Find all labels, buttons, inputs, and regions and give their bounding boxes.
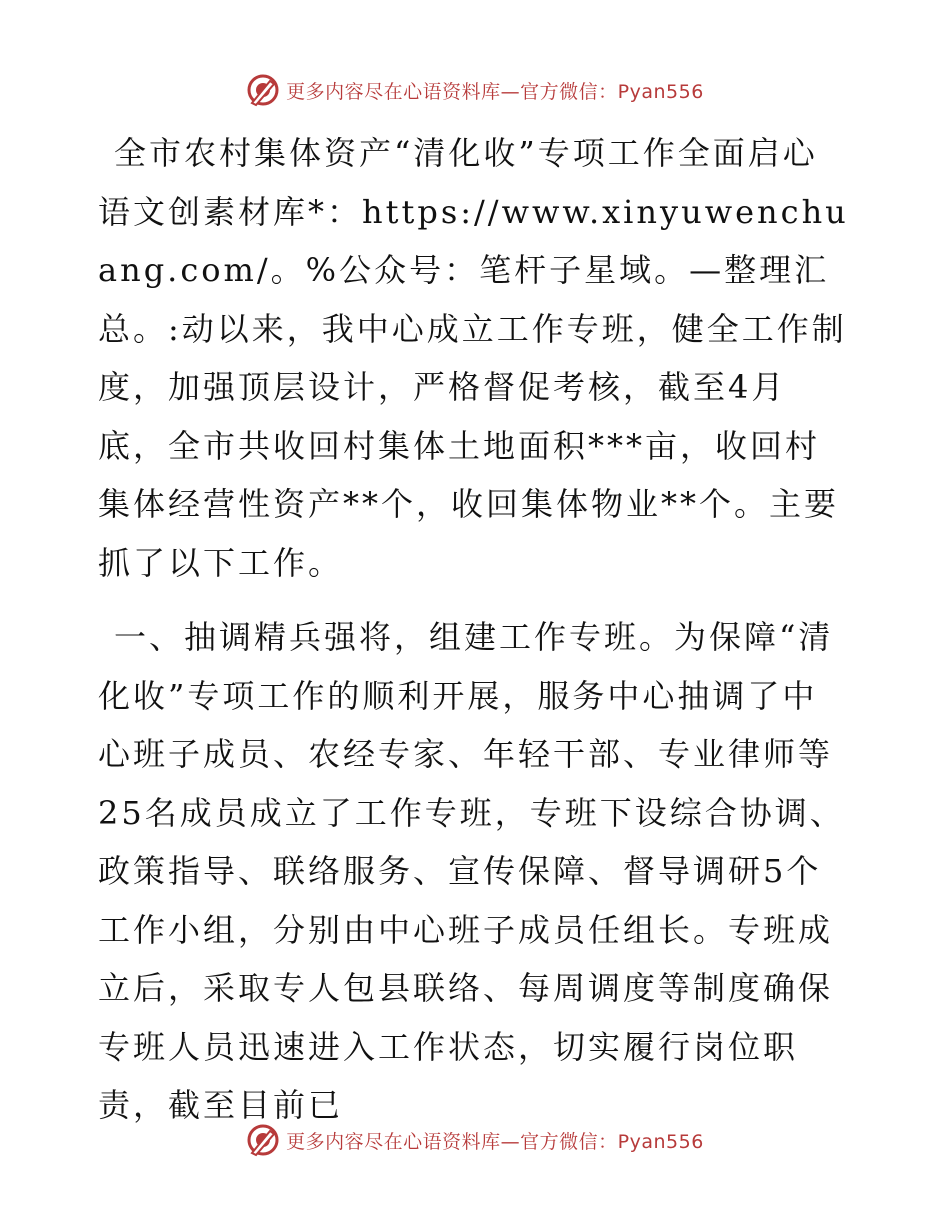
paragraph-intro	[98, 124, 850, 592]
paragraph-intro-text: 全市农村集体资产“清化收”专项工作全面启心语文创素材库*：https://www.xinyuwenchuang.com/。%公众号：笔杆子星域。—整理汇总。:动以来，我中心成立工作专班，健全工作制度，加强顶层设计，严格督促考核，截至4月底，全市共收回村集体土地面积***亩，收回村集体经营性资产**个，收回集体物业**个。主要抓了以下工作。	[98, 134, 849, 582]
paragraph-section-one-text: 一、抽调精兵强将，组建工作专班。为保障“清化收”专项工作的顺利开展，服务中心抽调了中心班子成员、农经专家、年轻干部、专业律师等25名成员成立了工作专班，专班下设综合协调、政策指导、联络服务、宣传保障、督导调研5个工作小组，分别由中心班子成员任组长。专班成立后，采取专人包县联络、每周调度等制度确保专班人员迅速进入工作状态，切实履行岗位职责，截至目前已	[98, 618, 845, 1124]
pen-logo-icon	[246, 1123, 280, 1157]
paragraph-section-one	[98, 608, 850, 1135]
footer-watermark-text: 更多内容尽在心语资料库—官方微信：Pyan556	[286, 1130, 704, 1153]
header-watermark-text: 更多内容尽在心语资料库—官方微信：Pyan556	[286, 80, 704, 103]
pen-logo-icon	[246, 73, 280, 107]
footer-watermark-banner	[0, 1120, 950, 1160]
document-body	[98, 124, 850, 1135]
header-watermark-banner	[0, 70, 950, 110]
